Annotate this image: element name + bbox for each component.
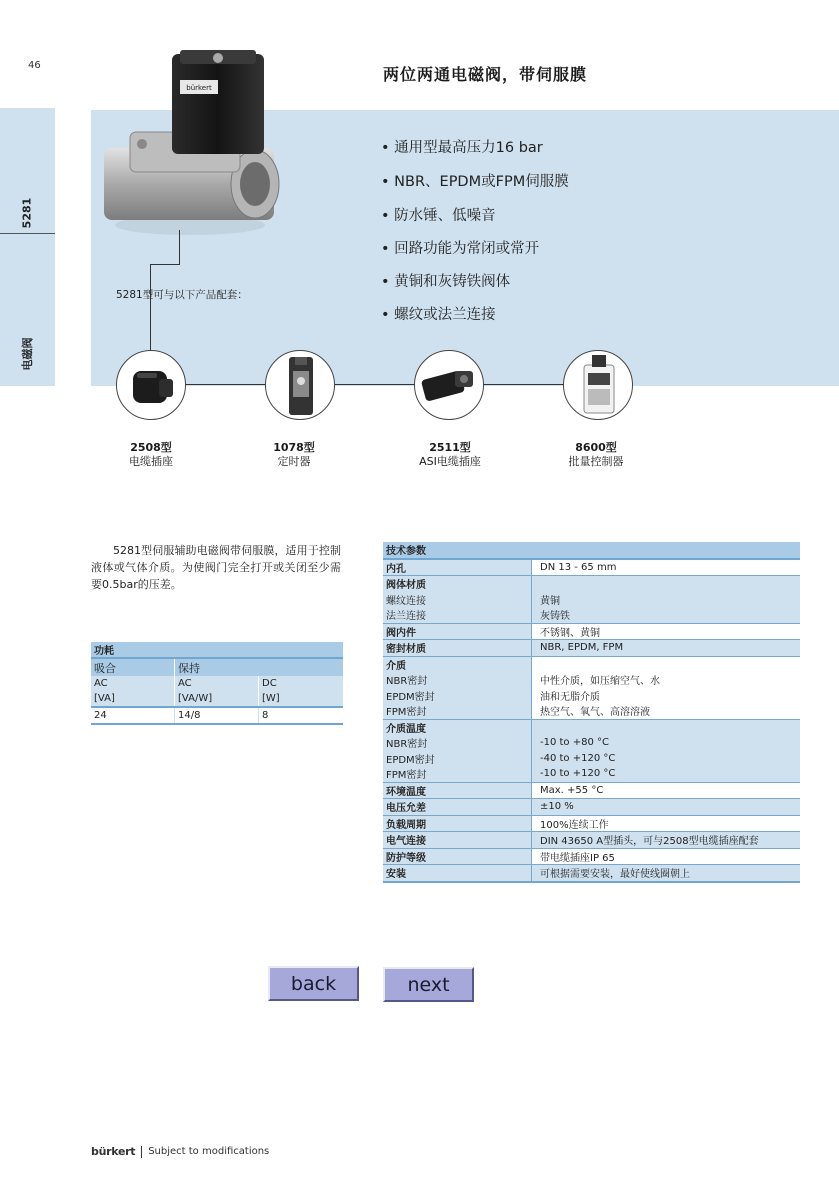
- product-description: 5281型伺服辅助电磁阀带伺服膜，适用于控制液体或气体介质。为使阀门完全打开或关闭至少需要0.5bar的压差。: [91, 544, 341, 591]
- connector-line: [150, 384, 615, 385]
- tech-value: 热空气、氧气、高溶溶液: [532, 703, 801, 719]
- brand-logo: bürkert: [91, 1145, 136, 1158]
- tech-label: 密封材质: [383, 640, 532, 657]
- tech-table: [383, 542, 800, 883]
- feature-item: • 黄铜和灰铸铁阀体: [381, 274, 511, 290]
- power-cell: 24: [91, 707, 175, 724]
- feature-item: • 螺纹或法兰连接: [381, 307, 496, 323]
- tech-value: NBR, EPDM, FPM: [532, 640, 801, 657]
- tech-label: 介质: [383, 656, 532, 672]
- tech-value: -40 to +120 °C: [532, 751, 801, 767]
- tech-value: 100%连续工作: [532, 815, 801, 832]
- power-col-holding: 保持: [175, 658, 344, 676]
- tech-label: FPM密封: [383, 766, 532, 782]
- sidebar-product-tab: [0, 108, 55, 233]
- tech-label: 阀内件: [383, 623, 532, 640]
- next-button[interactable]: next: [383, 967, 474, 1002]
- accessory-1078-image: [265, 350, 335, 420]
- tech-value: 灰铸铁: [532, 607, 801, 623]
- feature-item: • 防水锤、低噪音: [381, 208, 496, 224]
- power-table: [91, 642, 343, 725]
- tech-label: 负载周期: [383, 815, 532, 832]
- back-button[interactable]: back: [268, 966, 359, 1001]
- sidebar-product-label: 5281: [20, 197, 34, 229]
- tech-value: DIN 43650 A型插头，可与2508型电缆插座配套: [532, 832, 801, 849]
- tech-label: 法兰连接: [383, 607, 532, 623]
- valve-product-image: [100, 50, 280, 240]
- accessory-desc: 批量控制器: [568, 455, 624, 468]
- accessory-2511-image: [414, 350, 484, 420]
- power-cell: AC: [91, 676, 175, 691]
- tech-label: EPDM密封: [383, 688, 532, 704]
- power-cell: [VA/W]: [175, 691, 259, 707]
- tech-label: 环境温度: [383, 782, 532, 799]
- tech-label: 内孔: [383, 559, 532, 576]
- tech-value: DN 13 - 65 mm: [532, 559, 801, 576]
- page-title: 两位两通电磁阀，带伺服膜: [383, 65, 588, 84]
- accessory-desc: ASI电缆插座: [419, 455, 481, 468]
- tech-label: 电气连接: [383, 832, 532, 849]
- tech-label: NBR密封: [386, 739, 428, 751]
- tech-value: 可根据需要安装，最好使线圈朝上: [532, 865, 801, 882]
- tech-value: 带电缆插座IP 65: [532, 848, 801, 865]
- connector-line: [179, 230, 180, 265]
- tech-value: 不锈钢、黄铜: [532, 623, 801, 640]
- accessory-name: 1078型: [273, 441, 315, 454]
- tech-label: 安装: [386, 869, 406, 881]
- tech-value: -10 to +80 °C: [532, 735, 801, 751]
- tech-label: 电压允差: [383, 799, 532, 816]
- accessory-name: 2508型: [130, 441, 172, 454]
- accessory-8600-image: [563, 350, 633, 420]
- tech-label: 防护等级: [383, 848, 532, 865]
- tech-label: NBR密封: [383, 672, 532, 688]
- tech-label: 阀体材质: [386, 580, 426, 592]
- footer-note: Subject to modifications: [148, 1146, 270, 1157]
- accessory-name: 2511型: [429, 441, 471, 454]
- tech-value: 油和无脂介质: [532, 688, 801, 704]
- footer: [91, 1145, 269, 1158]
- tech-label: FPM密封: [383, 703, 532, 719]
- accessory-desc: 定时器: [277, 455, 311, 468]
- power-cell: AC: [175, 676, 259, 691]
- power-table-title: 功耗: [94, 646, 114, 657]
- footer-divider: [141, 1146, 142, 1158]
- power-cell: DC: [262, 678, 277, 689]
- feature-item: • 通用型最高压力16 bar: [381, 140, 543, 156]
- svg-text:bürkert: bürkert: [186, 84, 212, 92]
- sidebar-category-tab: [0, 234, 55, 386]
- accessory-desc: 电缆插座: [129, 455, 173, 468]
- page-number: 46: [28, 60, 41, 71]
- tech-label: 螺纹连接: [386, 595, 426, 607]
- tech-value: 黄铜: [532, 592, 801, 608]
- power-cell: [VA]: [91, 691, 175, 707]
- tech-label: 介质温度: [386, 723, 426, 735]
- power-cell: 14/8: [175, 707, 259, 724]
- feature-item: • NBR、EPDM或FPM伺服膜: [381, 174, 569, 190]
- power-cell: 8: [262, 710, 269, 721]
- power-col-pull-in: 吸合: [94, 661, 116, 675]
- accessory-2508-image: [116, 350, 186, 420]
- feature-item: • 回路功能为常闭或常开: [381, 241, 540, 257]
- connector-line: [150, 264, 180, 265]
- tech-label: EPDM密封: [386, 754, 435, 766]
- tech-table-title: 技术参数: [386, 546, 426, 558]
- tech-value: ±10 %: [532, 799, 801, 816]
- power-cell: [W]: [262, 693, 280, 704]
- accessory-name: 8600型: [575, 441, 617, 454]
- tech-value: -10 to +120 °C: [532, 766, 801, 782]
- tech-value: 中性介质，如压缩空气、水: [532, 672, 801, 688]
- sidebar-category-label: 电磁阀: [21, 337, 34, 371]
- tech-value: Max. +55 °C: [532, 782, 801, 799]
- compatibility-label: 5281型可与以下产品配套：: [116, 289, 248, 301]
